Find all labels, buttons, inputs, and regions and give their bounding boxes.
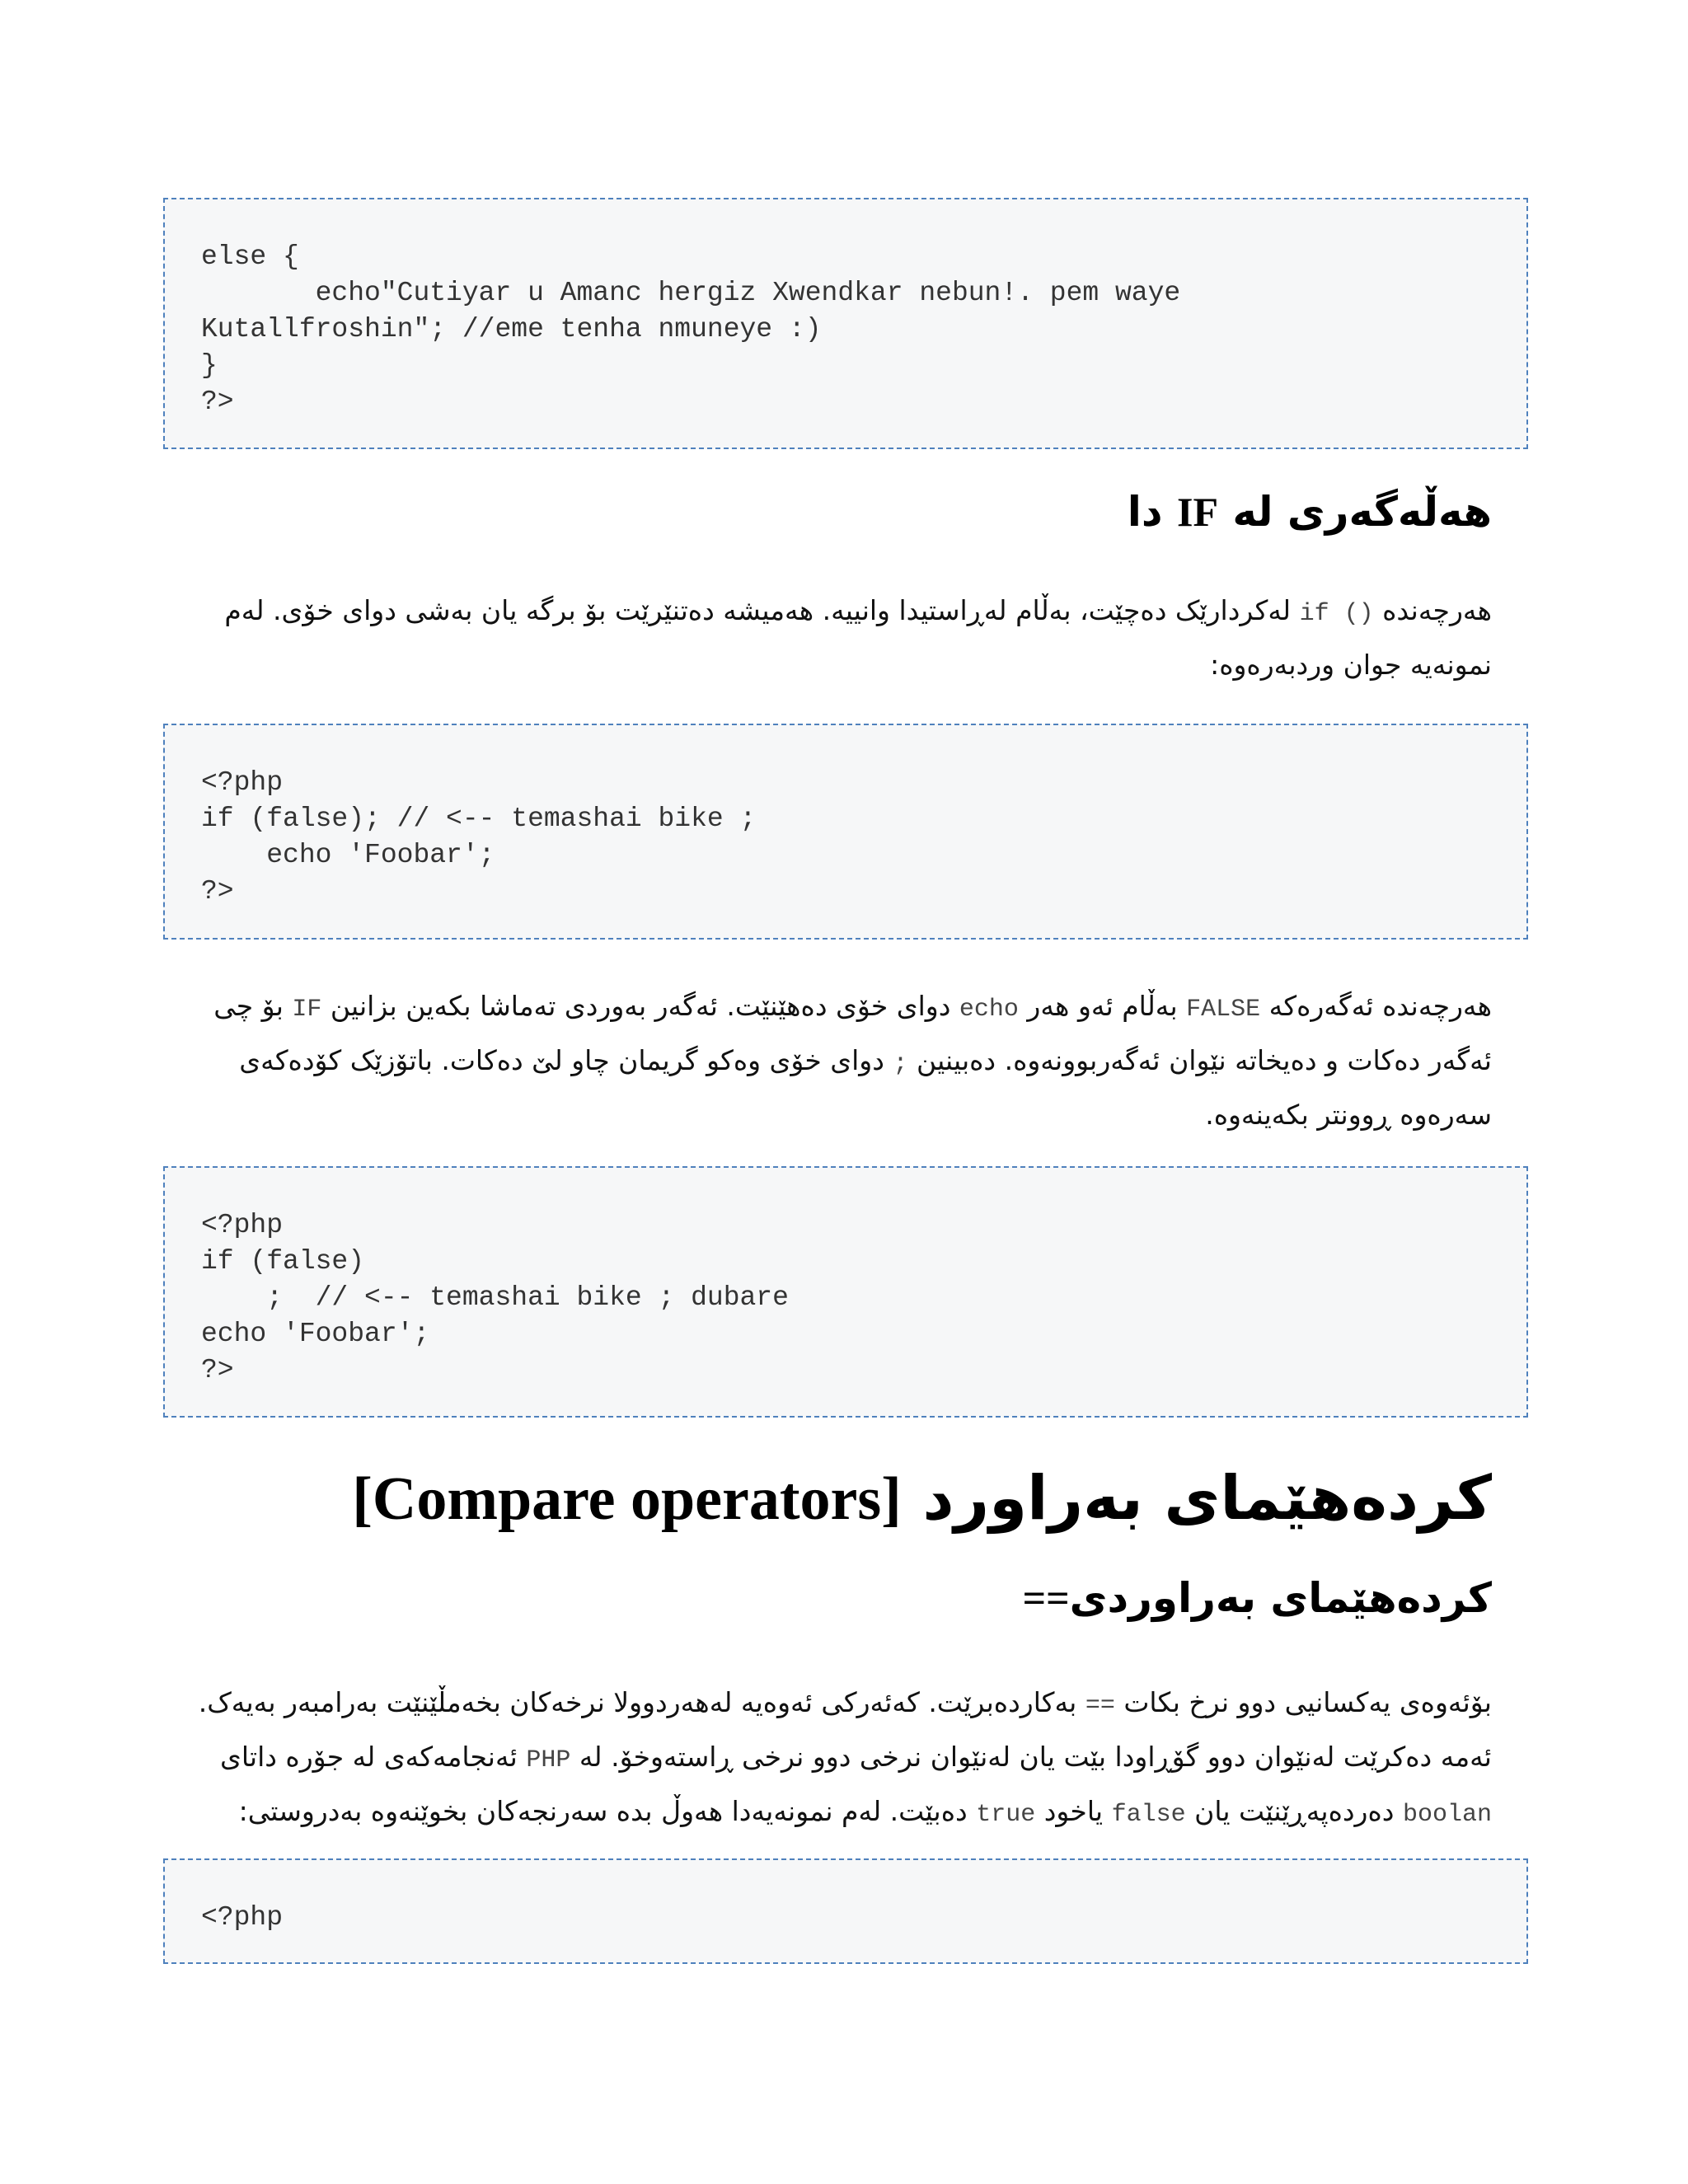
code-text: <?php if (false) ; // <-- temashai bike ; dubare echo 'Foobar'; ?> [201, 1210, 789, 1385]
inline-code: boolan [1402, 1801, 1492, 1829]
heading-equality [163, 1572, 1492, 1624]
code-text: <?php if (false); // <-- temashai bike ; echo 'Foobar'; ?> [201, 767, 757, 907]
paragraph-text [163, 1677, 1492, 1840]
text-run: ئەنجامەکەی لە جۆرە داتای [220, 1741, 527, 1773]
text-run: بەکاردەبرێت. کەئەرکی ئەوەیە لەهەردوولا نرخەکان بخەمڵێنێت بەرامبەر بەیەک. ئەمە دەکرێت لەنێوان دوو گۆڕاودا بێت یان لەنێوان نرخی دوو نرخی ڕاستەوخۆ. لە [198, 1686, 1492, 1773]
heading-latin-text: [Compare operators] [352, 1465, 902, 1533]
inline-code: == [1085, 1692, 1115, 1720]
section-heading-equality [163, 1572, 1492, 1624]
inline-code: true [976, 1801, 1036, 1829]
inline-code: echo [959, 996, 1019, 1024]
code-text: <?php [201, 1902, 284, 1933]
paragraph-if-intro [163, 585, 1492, 690]
section-heading-if-mistake [163, 486, 1492, 537]
inline-code: FALSE [1186, 996, 1261, 1024]
inline-code: IF [292, 996, 322, 1024]
heading-latin-text: == [1022, 1575, 1070, 1621]
text-run: بۆ چی ئەگەر دەکات و دەیخاتە نێوان ئەگەربوونەوە. دەبینین [213, 990, 1492, 1076]
heading-text-suffix: دا [1127, 488, 1177, 536]
inline-code: false [1111, 1801, 1186, 1829]
code-block [163, 198, 1528, 449]
paragraph-text [163, 981, 1492, 1140]
text-run: دەردەپەڕێنێت یان [1185, 1795, 1403, 1827]
paragraph-false-explanation [163, 981, 1492, 1140]
paragraph-text [163, 585, 1492, 690]
inline-code: if () [1299, 600, 1374, 628]
heading-if-mistake [163, 486, 1492, 537]
inline-code: PHP [526, 1746, 571, 1774]
text-run: دوای خۆی دەهێنێت. ئەگەر بەوردی تەماشا بکەین بزانین [321, 990, 959, 1022]
text-run: دوای خۆی وەکو گریمان چاو لێ دەکات. باتۆزێک کۆدەکەی سەرەوە ڕوونتر بکەینەوە. [239, 1044, 1492, 1131]
code-block [163, 1166, 1528, 1418]
text-run: یاخود [1035, 1795, 1112, 1827]
inline-code: ; [893, 1050, 908, 1078]
paragraph-equality-explanation [163, 1677, 1492, 1840]
section-heading-compare-operators [163, 1463, 1492, 1535]
text-run: لەکردارێک دەچێت، بەڵام لەڕاستیدا وانییە. هەمیشە دەتنێرێت بۆ برگە یان بەشی دوای خۆی. لەم نمونەیە جوان وردبەرەوە: [224, 594, 1492, 681]
text-run: دەبێت. لەم نمونەیەدا هەوڵ بدە سەرنجەکان بخوێنەوە بەدروستی: [238, 1795, 977, 1827]
text-run: هەرچەندە [1373, 594, 1492, 626]
code-block [163, 724, 1528, 940]
code-text: else { echo"Cutiyar u Amanc hergiz Xwendkar nebun!. pem waye Kutallfroshin"; //eme tenha nmuneye :) } ?> [201, 241, 1181, 417]
heading-compare-operators [163, 1463, 1492, 1535]
heading-text: کردەهێمای بەراورد [901, 1463, 1492, 1534]
heading-text: کردەهێمای بەراوردی [1069, 1574, 1492, 1622]
text-run: هەرچەندە ئەگەرەکە [1260, 990, 1492, 1022]
text-run: بەڵام ئەو هەر [1018, 990, 1187, 1022]
heading-latin-text: IF [1176, 489, 1218, 535]
code-block [163, 1858, 1528, 1964]
heading-text: هەڵەگەری لە [1217, 488, 1492, 536]
text-run: بۆئەوەی یەکسانیی دوو نرخ بکات [1114, 1686, 1492, 1718]
